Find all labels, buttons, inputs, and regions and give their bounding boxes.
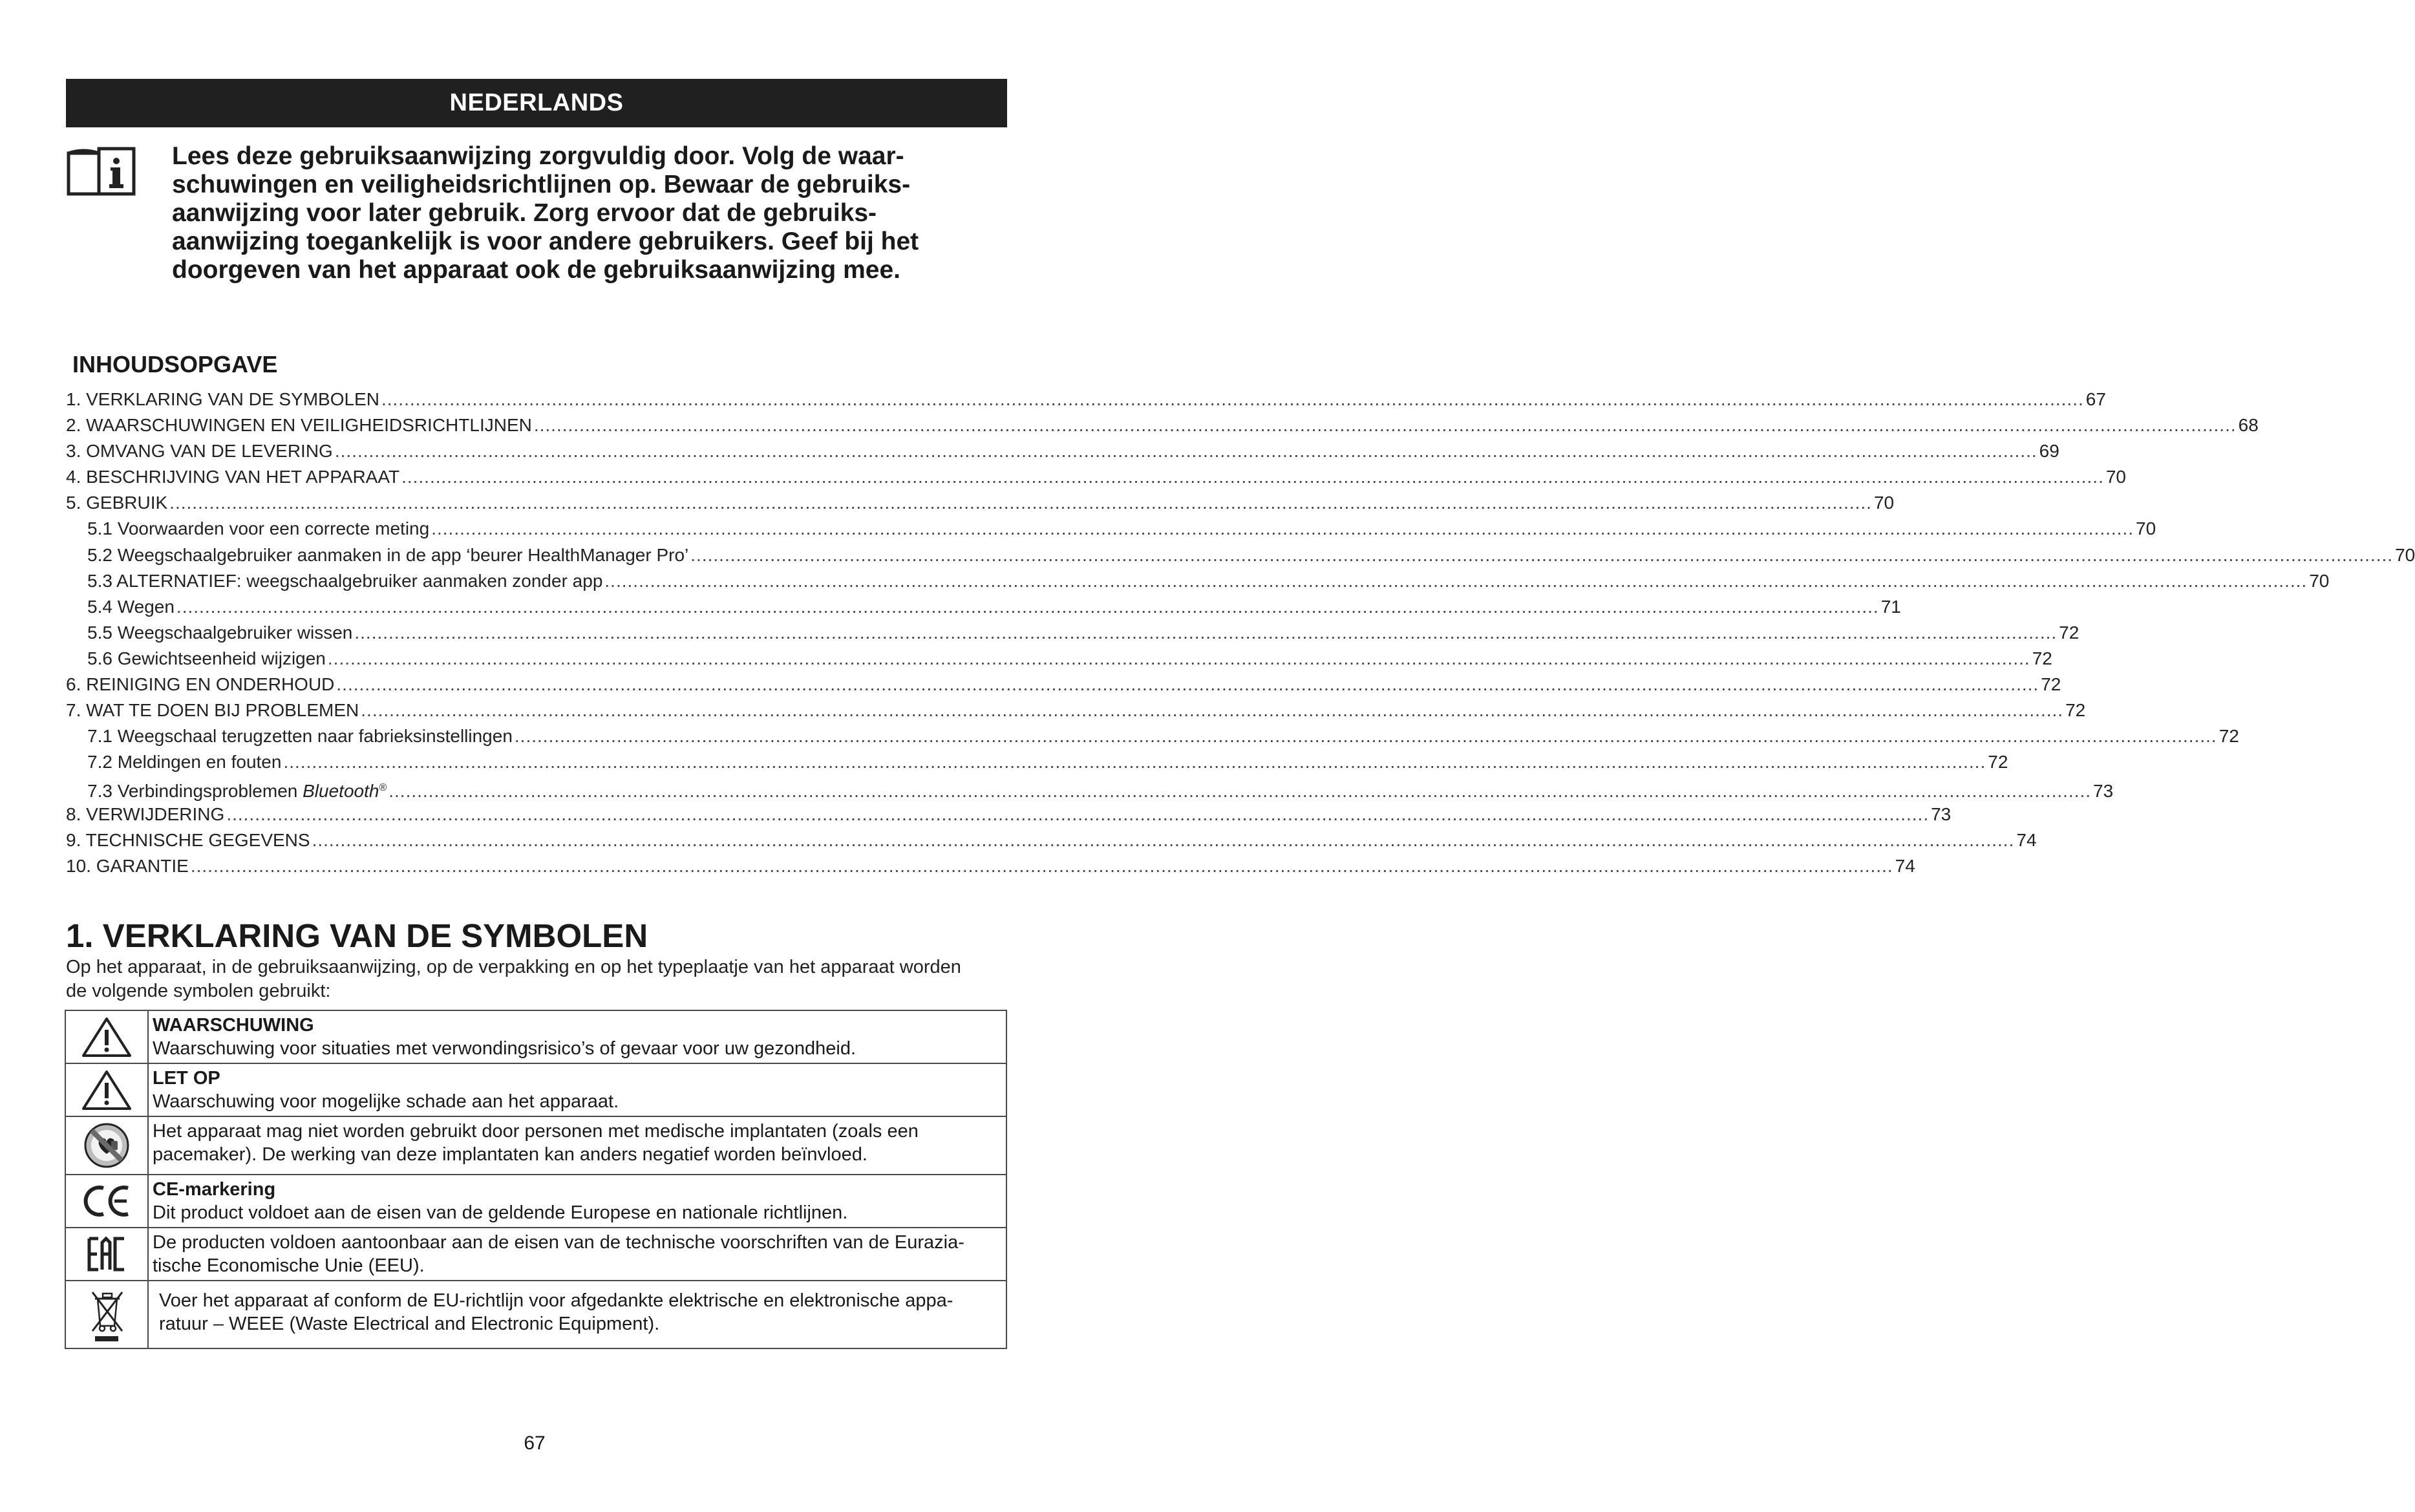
warning-triangle-icon	[81, 1016, 133, 1058]
toc-entry-label	[66, 672, 334, 697]
toc-entry-label	[87, 542, 688, 568]
toc-leader-dots: ............................................................................................................................................................................................................................................................................................................	[690, 544, 2394, 565]
toc-entry-page: 70	[2309, 570, 2330, 591]
toc-entry-label	[66, 697, 359, 723]
toc-entry-text: 5.5 Weegschaalgebruiker wissen	[87, 622, 353, 643]
toc-entry-label	[66, 853, 189, 879]
toc-leader-dots: ............................................................................................................................................................................................................................................................................................................	[431, 518, 2134, 539]
toc-entry-page: 70	[1873, 493, 1895, 513]
toc-entry	[66, 490, 1895, 516]
symbols-table	[65, 1010, 1007, 1349]
intro-line: Lees deze gebruiksaanwijzing zorgvuldig door. Volg de waar-	[172, 142, 904, 170]
symbol-description	[148, 1228, 1006, 1281]
ce-mark-icon	[81, 1184, 132, 1218]
toc-entry	[66, 620, 2080, 646]
toc-entry-page: 70	[2105, 467, 2127, 487]
symbol-row	[65, 1175, 1006, 1228]
toc-entry-text: 5.2 Weegschaalgebruiker aanmaken in de app ‘beurer HealthManager Pro’	[87, 544, 689, 565]
toc-entry	[66, 723, 2239, 749]
symbol-description	[148, 1010, 1006, 1063]
toc-entry	[66, 464, 2127, 490]
toc-entry-page: 72	[2041, 674, 2061, 695]
toc-entry-label	[87, 568, 602, 594]
no-implant-icon	[83, 1122, 131, 1169]
toc-entry-page: 67	[2085, 389, 2106, 409]
symbol-text: Het apparaat mag niet worden gebruikt door personen met medische implantaten (zoals een	[153, 1121, 919, 1142]
symbol-row	[65, 1281, 1006, 1348]
toc-entry-text: 7.3 Verbindingsproblemen	[87, 781, 298, 802]
toc-entry-text: 5.3 ALTERNATIEF: weegschaalgebruiker aanmaken zonder app	[87, 570, 603, 591]
symbol-description	[148, 1175, 1006, 1228]
toc-entry	[66, 672, 2061, 697]
symbol-row	[65, 1228, 1006, 1281]
section-intro	[66, 955, 1016, 1003]
toc-entry	[66, 542, 2415, 568]
toc-leader-dots: ............................................................................................................................................................................................................................................................................................................	[533, 415, 2237, 436]
toc-entry	[66, 387, 2106, 412]
toc-entry	[66, 802, 1952, 827]
symbol-title: LET OP	[153, 1068, 220, 1089]
symbol-text: Waarschuwing voor situaties met verwondingsrisico’s of gevaar voor uw gezondheid.	[153, 1038, 856, 1059]
toc-entry-text: 3. OMVANG VAN DE LEVERING	[66, 441, 333, 462]
toc-entry-page: 70	[2136, 518, 2156, 539]
page-number: 67	[524, 1432, 546, 1454]
symbol-title: WAARSCHUWING	[153, 1015, 314, 1036]
toc-entry-page: 72	[2065, 700, 2086, 721]
language-header: NEDERLANDS	[66, 79, 1007, 127]
toc-entry-trademark: ®	[379, 782, 387, 794]
toc-entry-page: 72	[2032, 648, 2052, 668]
symbol-text: pacemaker). De werking van deze implantaten kan anders negatief worden beïnvloed.	[153, 1144, 867, 1165]
toc-title: INHOUDSOPGAVE	[72, 351, 278, 378]
toc-leader-dots: ............................................................................................................................................................................................................................................................................................................	[388, 781, 2092, 802]
toc-entry-page: 68	[2238, 415, 2259, 436]
toc-entry-text: 5. GEBRUIK	[66, 493, 168, 513]
intro-line: schuwingen en veiligheidsrichtlijnen op. Bewaar de gebruiks-	[172, 171, 911, 198]
toc-entry-page: 73	[1931, 804, 1952, 824]
symbol-cell	[65, 1010, 148, 1063]
toc-entry-text: 6. REINIGING EN ONDERHOUD	[66, 674, 335, 695]
toc-leader-dots: ............................................................................................................................................................................................................................................................................................................	[381, 389, 2084, 409]
toc-entry-label	[66, 802, 224, 827]
symbol-cell	[65, 1228, 148, 1281]
toc-entry-text: 5.6 Gewichtseenheid wijzigen	[87, 648, 326, 668]
symbol-row	[65, 1010, 1006, 1063]
toc-entry	[66, 594, 1901, 620]
toc-leader-dots: ............................................................................................................................................................................................................................................................................................................	[327, 648, 2030, 668]
toc-leader-dots: ............................................................................................................................................................................................................................................................................................................	[334, 441, 2037, 462]
toc-entry-text: 7.2 Meldingen en fouten	[87, 752, 282, 772]
toc-entry-label	[66, 412, 532, 438]
toc-entry-text: 10. GARANTIE	[66, 855, 189, 876]
toc-entry-text: 1. VERKLARING VAN DE SYMBOLEN	[66, 389, 379, 409]
table-of-contents	[66, 387, 2415, 879]
toc-entry-label	[87, 775, 387, 804]
toc-leader-dots: ............................................................................................................................................................................................................................................................................................................	[312, 829, 2015, 850]
toc-entry-brand: Bluetooth	[303, 781, 379, 802]
toc-entry	[66, 516, 2156, 542]
intro-notice	[172, 142, 1012, 284]
toc-entry-text: 5.1 Voorwaarden voor een correcte meting	[87, 518, 430, 539]
toc-entry-label	[66, 464, 399, 490]
toc-entry	[66, 853, 1915, 879]
info-book-icon	[67, 147, 136, 197]
intro-line: doorgeven van het apparaat ook de gebruiksaanwijzing mee.	[172, 256, 900, 284]
symbol-description	[148, 1281, 1006, 1348]
section-intro-line: Op het apparaat, in de gebruiksaanwijzing, op de verpakking en op het typeplaatje van het apparaat worden	[66, 957, 961, 977]
symbol-cell	[65, 1116, 148, 1175]
toc-entry	[66, 749, 2008, 775]
toc-entry-label	[87, 723, 513, 749]
toc-entry	[66, 827, 2037, 853]
toc-leader-dots: ............................................................................................................................................................................................................................................................................................................	[283, 752, 1986, 772]
toc-entry-label	[66, 827, 310, 853]
toc-entry-text: 5.4 Wegen	[87, 596, 175, 617]
symbol-row	[65, 1116, 1006, 1175]
symbol-title: CE-markering	[153, 1179, 276, 1200]
toc-entry	[66, 775, 2114, 802]
section-intro-line: de volgende symbolen gebruikt:	[66, 981, 331, 1001]
symbol-text: Dit product voldoet aan de eisen van de geldende Europese en nationale richtlijnen.	[153, 1202, 848, 1223]
toc-leader-dots: ............................................................................................................................................................................................................................................................................................................	[336, 674, 2039, 695]
toc-entry	[66, 697, 2086, 723]
toc-leader-dots: ............................................................................................................................................................................................................................................................................................................	[361, 700, 2064, 721]
symbol-text: tische Economische Unie (EEU).	[153, 1255, 425, 1276]
toc-leader-dots: ............................................................................................................................................................................................................................................................................................................	[190, 855, 1893, 876]
toc-entry-text: 2. WAARSCHUWINGEN EN VEILIGHEIDSRICHTLIJNEN	[66, 415, 532, 436]
symbol-row	[65, 1063, 1006, 1116]
intro-line: aanwijzing toegankelijk is voor andere gebruikers. Geef bij het	[172, 228, 919, 255]
weee-bin-icon	[89, 1286, 125, 1344]
toc-leader-dots: ............................................................................................................................................................................................................................................................................................................	[514, 726, 2217, 747]
toc-leader-dots: ............................................................................................................................................................................................................................................................................................................	[176, 596, 1879, 617]
symbol-text: Waarschuwing voor mogelijke schade aan het apparaat.	[153, 1091, 619, 1112]
toc-entry	[66, 412, 2259, 438]
symbol-description	[148, 1063, 1006, 1116]
symbol-cell	[65, 1063, 148, 1116]
toc-entry-page: 74	[1895, 855, 1915, 876]
toc-entry-page: 74	[2016, 829, 2037, 850]
toc-leader-dots: ............................................................................................................................................................................................................................................................................................................	[354, 622, 2058, 643]
toc-leader-dots: ............................................................................................................................................................................................................................................................................................................	[401, 467, 2104, 487]
toc-entry-label	[87, 516, 429, 542]
toc-leader-dots: ............................................................................................................................................................................................................................................................................................................	[169, 493, 1872, 513]
toc-entry-label	[66, 438, 333, 464]
toc-entry-page: 73	[2093, 781, 2114, 802]
eac-mark-icon	[87, 1236, 127, 1272]
toc-leader-dots: ............................................................................................................................................................................................................................................................................................................	[604, 570, 2308, 591]
toc-entry-page: 71	[1880, 596, 1901, 617]
toc-entry-text: 7. WAT TE DOEN BIJ PROBLEMEN	[66, 700, 359, 721]
toc-leader-dots: ............................................................................................................................................................................................................................................................................................................	[226, 804, 1930, 824]
toc-entry-page: 70	[2395, 544, 2415, 565]
toc-entry-label	[87, 749, 281, 775]
toc-entry	[66, 646, 2052, 672]
toc-entry-page: 72	[1988, 752, 2008, 772]
symbol-cell	[65, 1281, 148, 1348]
symbol-text: Voer het apparaat af conform de EU-richtlijn voor afgedankte elektrische en elektronische appa-	[159, 1290, 953, 1311]
toc-entry-text: 9. TECHNISCHE GEGEVENS	[66, 829, 310, 850]
toc-entry-page: 69	[2039, 441, 2059, 462]
toc-entry-label	[87, 594, 175, 620]
symbol-description	[148, 1116, 1006, 1175]
warning-triangle-icon	[81, 1069, 133, 1111]
toc-entry-label	[66, 387, 379, 412]
symbol-cell	[65, 1175, 148, 1228]
section-heading: 1. VERKLARING VAN DE SYMBOLEN	[66, 917, 648, 954]
intro-line: aanwijzing voor later gebruik. Zorg ervoor dat de gebruiks-	[172, 199, 877, 227]
toc-entry-page: 72	[2059, 622, 2080, 643]
toc-entry-text: 7.1 Weegschaal terugzetten naar fabrieksinstellingen	[87, 726, 513, 747]
toc-entry-label	[87, 646, 326, 672]
toc-entry-page: 72	[2218, 726, 2239, 747]
toc-entry	[66, 438, 2059, 464]
toc-entry	[66, 568, 2330, 594]
toc-entry-text: 4. BESCHRIJVING VAN HET APPARAAT	[66, 467, 400, 487]
toc-entry-label	[87, 620, 352, 646]
toc-entry-label	[66, 490, 167, 516]
symbol-text: ratuur – WEEE (Waste Electrical and Electronic Equipment).	[159, 1314, 660, 1334]
toc-entry-text: 8. VERWIJDERING	[66, 804, 225, 824]
symbol-text: De producten voldoen aantoonbaar aan de eisen van de technische voorschriften van de Eurazia-	[153, 1232, 964, 1253]
